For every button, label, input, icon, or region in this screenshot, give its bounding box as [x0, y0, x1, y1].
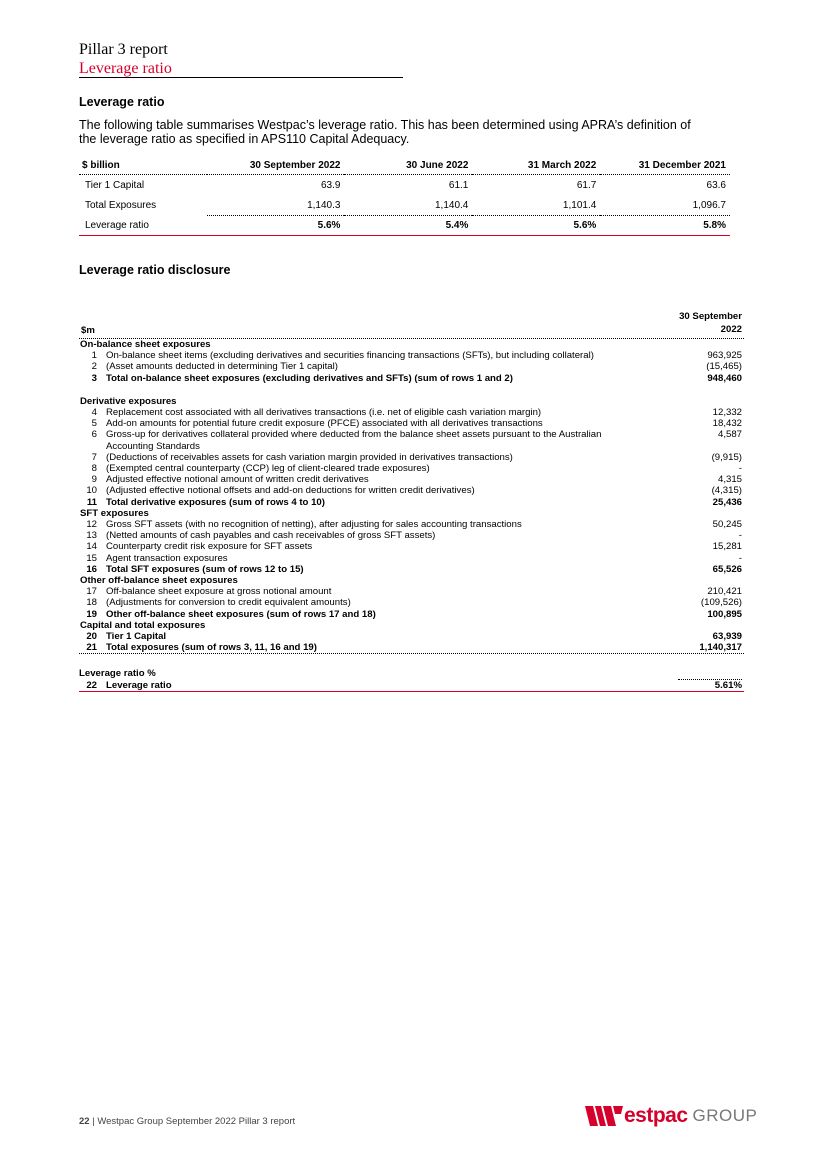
leverage-disclosure-table — [79, 304, 744, 692]
row-value: 1,140,317 — [699, 642, 742, 654]
page-number: 22 — [79, 1116, 90, 1127]
cell-value: 61.7 — [576, 179, 597, 191]
row-number: 5 — [91, 418, 97, 430]
row-description: Counterparty credit risk exposure for SFT assets — [106, 541, 313, 553]
row-value: 63,939 — [712, 631, 742, 643]
row-value: 4,315 — [717, 474, 742, 486]
row-value: - — [738, 552, 742, 564]
row-number: 7 — [91, 451, 97, 463]
row-number: 2 — [91, 361, 97, 373]
section-heading-leverage-ratio: Leverage ratio — [79, 95, 165, 109]
cell-value: 63.9 — [320, 179, 341, 191]
section-title: Other off-balance sheet exposures — [80, 575, 238, 587]
table-row — [79, 564, 744, 575]
row-value: - — [738, 463, 742, 475]
row-label: Tier 1 Capital — [85, 179, 145, 191]
intro-line-1: The following table summarises Westpac’s leverage ratio. This has been determined using APRA’s definition of — [79, 118, 691, 132]
page-header-title: Pillar 3 report — [79, 41, 168, 58]
table-row — [79, 631, 744, 642]
row-description: Add-on amounts for potential future credit exposure (PFCE) associated with all derivatives transactions — [106, 418, 543, 430]
row-description: Other off-balance sheet exposures (sum of rows 17 and 18) — [106, 608, 376, 620]
row-value: (109,526) — [700, 597, 742, 609]
table-row — [79, 497, 744, 508]
page-footer — [79, 1116, 295, 1127]
intro-line-2: the leverage ratio as specified in APS110 Capital Adequacy. — [79, 132, 410, 146]
summary-header-row — [79, 157, 730, 175]
row-description: Off-balance sheet exposure at gross notional amount — [106, 586, 332, 598]
row-description: Gross-up for derivatives collateral provided where deducted from the balance sheet assets pursuant to the Australian Accounting Standards — [106, 429, 602, 452]
col-header-sep-2022: 30 September 2022 — [207, 157, 344, 175]
row-description: Replacement cost associated with all derivatives transactions (i.e. net of eligible cash variation margin) — [106, 407, 542, 419]
disclosure-header — [79, 304, 744, 339]
row-label: Total Exposures — [85, 199, 157, 211]
row-number: 17 — [86, 586, 97, 598]
cell-value: 5.8% — [600, 216, 730, 236]
cell-value: 5.4% — [344, 216, 472, 236]
page-header-subtitle: Leverage ratio — [79, 60, 172, 77]
row-number: 3 — [91, 372, 97, 384]
table-row — [79, 553, 744, 564]
unit-label: $m — [81, 324, 95, 336]
divider — [678, 678, 742, 680]
row-value: 12,332 — [712, 407, 742, 419]
row-number: 12 — [86, 519, 97, 531]
spacer — [79, 654, 744, 668]
section-heading-disclosure: Leverage ratio disclosure — [79, 263, 231, 277]
row-number: 21 — [86, 642, 97, 654]
row-description: (Adjustments for conversion to credit equivalent amounts) — [106, 597, 351, 609]
row-number: 9 — [91, 474, 97, 486]
row-value: 50,245 — [712, 519, 742, 531]
row-number: 18 — [86, 597, 97, 609]
col-header-dec-2021: 31 December 2021 — [600, 157, 730, 175]
row-description: (Netted amounts of cash payables and cash receivables of gross SFT assets) — [106, 530, 436, 542]
col-header-mar-2022: 31 March 2022 — [472, 157, 600, 175]
row-value: 15,281 — [712, 541, 742, 553]
row-description: Leverage ratio — [106, 679, 172, 691]
table-row — [79, 373, 744, 384]
row-value: (4,315) — [711, 485, 742, 497]
row-number: 10 — [86, 485, 97, 497]
row-description: Total exposures (sum of rows 3, 11, 16 and 19) — [106, 642, 317, 654]
intro-paragraph — [79, 118, 747, 146]
section-title: Leverage ratio % — [79, 668, 156, 680]
logo-group-text: GROUP — [692, 1106, 758, 1125]
table-row — [79, 541, 744, 552]
row-value: 100,895 — [707, 608, 742, 620]
table-row — [79, 216, 730, 236]
row-description: Total SFT exposures (sum of rows 12 to 15) — [106, 563, 304, 575]
table-row — [79, 361, 744, 372]
table-row — [79, 586, 744, 597]
row-description: (Asset amounts deducted in determining Tier 1 capital) — [106, 361, 338, 373]
table-row — [79, 407, 744, 418]
row-value: 18,432 — [712, 418, 742, 430]
row-value: - — [738, 530, 742, 542]
row-label: Leverage ratio — [79, 216, 207, 236]
table-row — [79, 418, 744, 429]
section-title: SFT exposures — [80, 507, 149, 519]
table-row — [79, 642, 744, 654]
row-value: 963,925 — [707, 350, 742, 362]
table-row — [79, 597, 744, 608]
col-header-unit: $ billion — [79, 157, 207, 175]
row-description: (Adjusted effective notional offsets and add-on deductions for written credit derivatives) — [106, 485, 475, 497]
table-row — [79, 175, 730, 196]
row-number: 15 — [86, 552, 97, 564]
table-row — [79, 452, 744, 463]
westpac-w-icon — [585, 1106, 623, 1126]
row-description: Tier 1 Capital — [106, 631, 167, 643]
section-title-leverage-ratio — [79, 668, 744, 679]
table-row — [79, 609, 744, 620]
table-row — [79, 195, 730, 216]
column-date-line-2: 2022 — [720, 324, 742, 335]
row-number: 11 — [86, 496, 97, 508]
row-value: 210,421 — [707, 586, 742, 598]
row-number: 22 — [86, 679, 97, 691]
footer-text: | Westpac Group September 2022 Pillar 3 report — [89, 1116, 296, 1127]
row-number: 13 — [86, 530, 97, 542]
column-date-header — [642, 310, 742, 336]
row-value: 4,587 — [717, 429, 742, 441]
row-description: (Exempted central counterparty (CCP) leg of client-cleared trade exposures) — [106, 463, 430, 475]
row-number: 19 — [86, 608, 97, 620]
row-value: (9,915) — [711, 451, 742, 463]
row-value: (15,465) — [706, 361, 742, 373]
row-description: Agent transaction exposures — [106, 552, 228, 564]
section-title: On-balance sheet exposures — [80, 339, 211, 350]
row-value: 5.61% — [714, 679, 742, 691]
row-description: Total derivative exposures (sum of rows 4 to 10) — [106, 496, 325, 508]
row-number: 14 — [86, 541, 97, 553]
header-divider — [79, 77, 403, 78]
table-row — [79, 350, 744, 361]
row-value: 25,436 — [712, 496, 742, 508]
cell-value: 5.6% — [472, 216, 600, 236]
cell-value: 5.6% — [207, 216, 344, 236]
cell-value: 1,096.7 — [600, 195, 730, 216]
table-row — [79, 485, 744, 496]
table-row — [79, 519, 744, 530]
logo-wordmark: estpac — [624, 1104, 688, 1127]
table-row — [79, 530, 744, 541]
column-date-line-1: 30 September — [679, 311, 742, 322]
row-description: On-balance sheet items (excluding derivatives and securities financing transactions (SFTs), but including collateral) — [106, 350, 594, 362]
spacer — [79, 384, 744, 396]
table-row — [79, 680, 744, 692]
table-row — [79, 474, 744, 485]
cell-value: 61.1 — [448, 179, 469, 191]
table-row — [79, 429, 744, 451]
row-number: 6 — [91, 429, 97, 441]
section-title: Derivative exposures — [80, 395, 177, 407]
section-title: Capital and total exposures — [80, 619, 206, 631]
row-number: 20 — [86, 631, 97, 643]
table-row — [79, 463, 744, 474]
cell-value: 1,140.3 — [207, 195, 344, 216]
row-description: Total on-balance sheet exposures (excluding derivatives and SFTs) (sum of rows 1 and 2) — [106, 372, 513, 384]
row-description: (Deductions of receivables assets for cash variation margin provided in derivatives transactions) — [106, 451, 513, 463]
leverage-summary-table — [79, 157, 730, 236]
row-number: 8 — [91, 463, 97, 475]
col-header-jun-2022: 30 June 2022 — [344, 157, 472, 175]
cell-value: 1,101.4 — [472, 195, 600, 216]
row-number: 1 — [91, 350, 97, 362]
row-value: 948,460 — [707, 372, 742, 384]
row-number: 4 — [91, 407, 97, 419]
westpac-logo — [585, 1105, 757, 1127]
row-value: 65,526 — [712, 563, 742, 575]
row-number: 16 — [86, 563, 97, 575]
cell-value: 63.6 — [706, 179, 726, 191]
row-description: Gross SFT assets (with no recognition of netting), after adjusting for sales accounting transactions — [106, 519, 522, 531]
cell-value: 1,140.4 — [344, 195, 472, 216]
row-description: Adjusted effective notional amount of written credit derivatives — [106, 474, 369, 486]
